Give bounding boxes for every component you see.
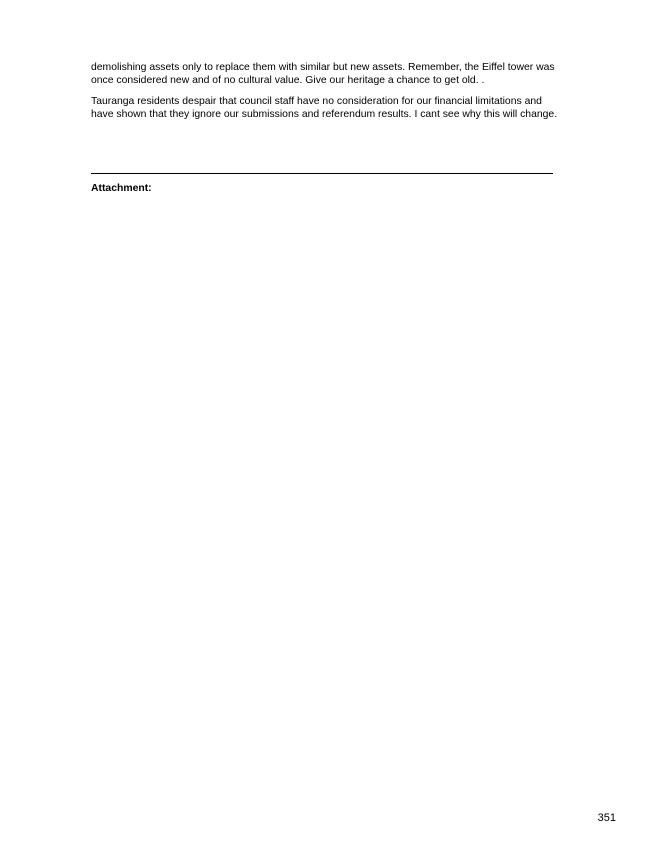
body-paragraph: demolishing assets only to replace them with similar but new assets. Remember, the Eiffel tower was once considered new and of no cultural value. Give our heritage a chance to get old. .: [91, 62, 555, 86]
page-number: 351: [597, 812, 616, 824]
body-paragraph: Tauranga residents despair that council staff have no consideration for our financial limitations and have shown that they ignore our submissions and referendum results. I cant see why this will change.: [91, 96, 558, 120]
attachment-label: Attachment:: [91, 183, 152, 194]
horizontal-divider: [91, 173, 553, 174]
